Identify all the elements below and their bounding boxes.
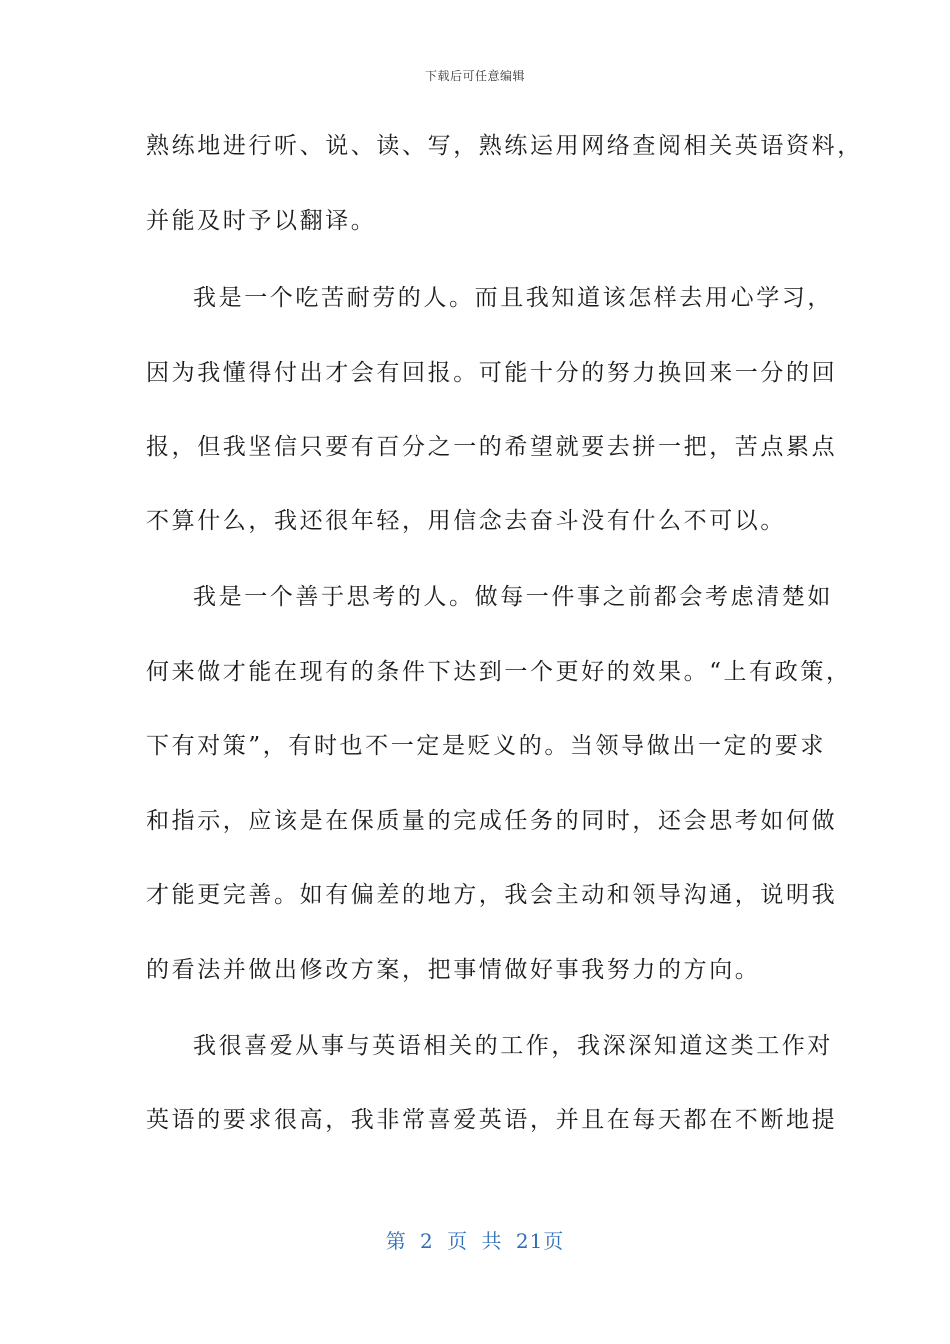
text-line: 下有对策”，有时也不一定是贬义的。当领导做出一定的要求	[146, 733, 826, 759]
text-line: 才能更完善。如有偏差的地方，我会主动和领导沟通，说明我	[146, 882, 838, 908]
text-line: 因为我懂得付出才会有回报。可能十分的努力换回来一分的回	[146, 360, 838, 386]
page-header: 下载后可任意编辑	[424, 69, 525, 83]
text-line: 我是一个善于思考的人。做每一件事之前都会考虑清楚如	[193, 584, 833, 610]
text-line: 和指示，应该是在保质量的完成任务的同时，还会思考如何做	[146, 808, 838, 834]
text-line: 何来做才能在现有的条件下达到一个更好的效果。“上有政策，	[146, 659, 852, 685]
text-line: 我是一个吃苦耐劳的人。而且我知道该怎样去用心学习，	[193, 285, 833, 311]
text-line: 我很喜爱从事与英语相关的工作，我深深知道这类工作对	[193, 1033, 833, 1059]
text-line: 的看法并做出修改方案，把事情做好事我努力的方向。	[146, 957, 761, 983]
text-line: 熟练地进行听、说、读、写，熟练运用网络查阅相关英语资料，	[146, 133, 863, 159]
text-line: 报，但我坚信只要有百分之一的希望就要去拼一把，苦点累点	[146, 434, 838, 460]
text-line: 不算什么，我还很年轻，用信念去奋斗没有什么不可以。	[146, 508, 786, 534]
text-line: 英语的要求很高，我非常喜爱英语，并且在每天都在不断地提	[146, 1107, 838, 1133]
page-footer: 第 2 页 共 21页	[385, 1229, 565, 1253]
text-line: 并能及时予以翻译。	[146, 208, 377, 234]
